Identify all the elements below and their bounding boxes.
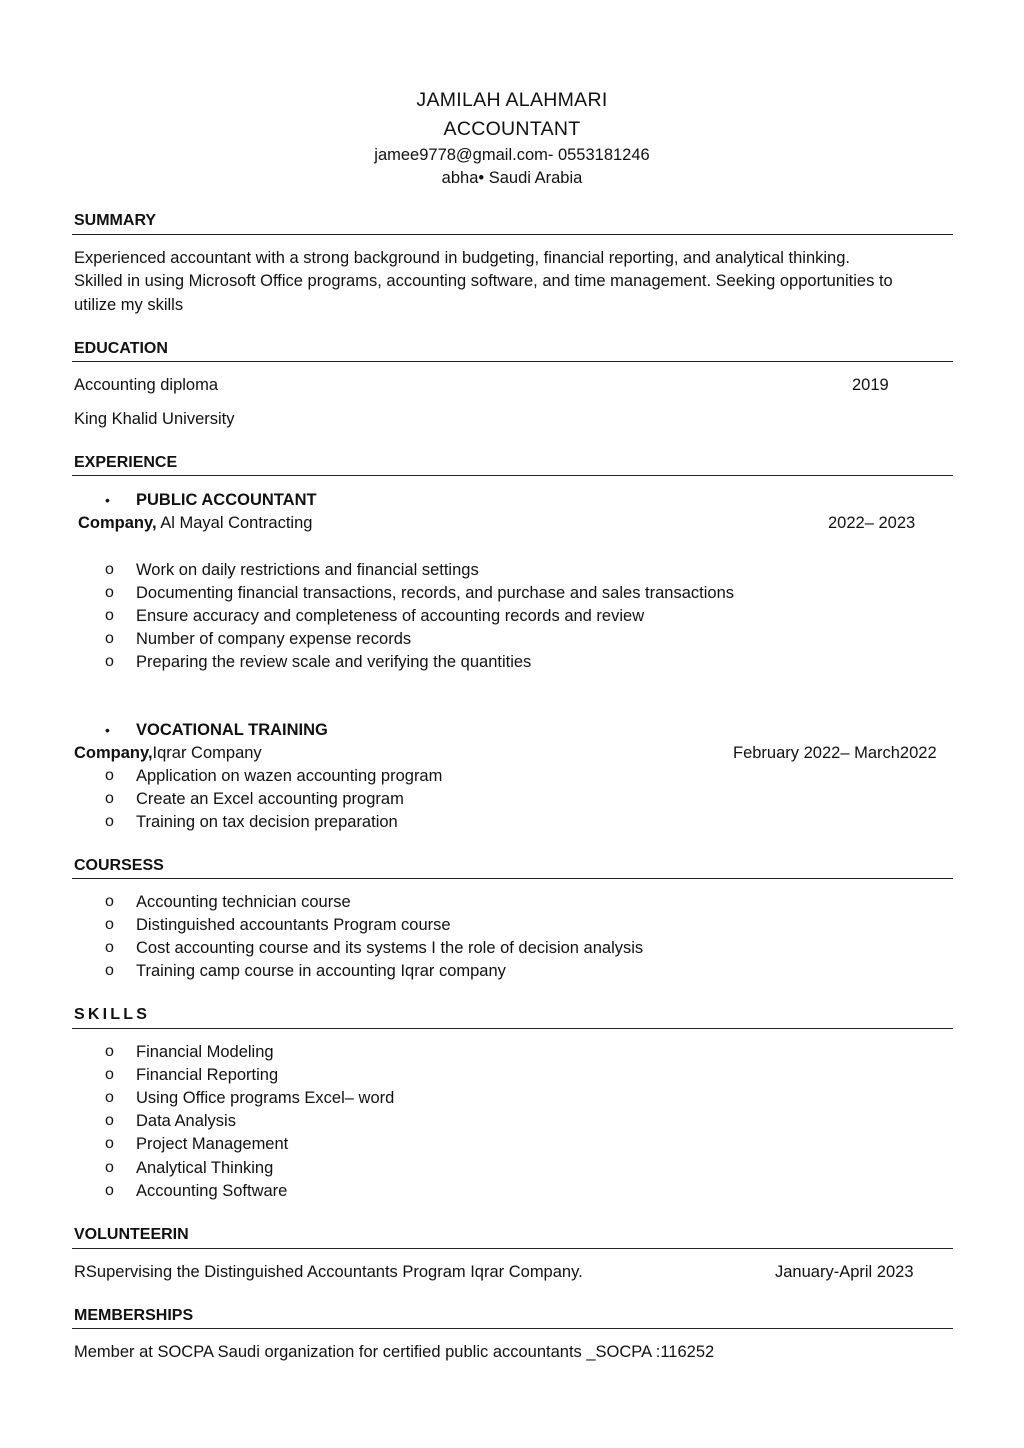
circle-bullet-icon: o — [105, 584, 114, 601]
job1-task: Number of company expense records — [136, 630, 412, 648]
circle-bullet-icon: o — [105, 767, 114, 784]
circle-bullet-icon: o — [105, 1135, 114, 1152]
experience-divider — [72, 475, 953, 476]
circle-bullet-icon: o — [105, 813, 114, 830]
course-item: Training camp course in accounting Iqrar company — [136, 962, 506, 980]
circle-bullet-icon: o — [105, 561, 114, 578]
circle-bullet-icon: o — [105, 1112, 114, 1129]
job-dates-2: February 2022– March2022 — [733, 744, 937, 762]
job-role-2: VOCATIONAL TRAINING — [136, 721, 328, 739]
course-item: Cost accounting course and its systems I the role of decision analysis — [136, 939, 644, 957]
summary-heading: SUMMARY — [74, 212, 157, 229]
job1-task: Preparing the review scale and verifying the quantities — [136, 653, 532, 671]
job-company-2 — [74, 743, 262, 763]
job-dates-1: 2022– 2023 — [828, 514, 916, 532]
education-school: King Khalid University — [74, 410, 235, 428]
course-item: Accounting technician course — [136, 893, 351, 911]
circle-bullet-icon: o — [105, 962, 114, 979]
job1-task: Work on daily restrictions and financial settings — [136, 561, 479, 579]
circle-bullet-icon: o — [105, 1159, 114, 1176]
circle-bullet-icon: o — [105, 1089, 114, 1106]
skill-item: Project Management — [136, 1135, 289, 1153]
volunteering-text: RSupervising the Distinguished Accountants Program Iqrar Company. — [74, 1263, 583, 1281]
summary-line-3: utilize my skills — [74, 296, 184, 314]
skill-item: Financial Reporting — [136, 1066, 279, 1084]
contact-info: jamee9778@gmail.com- 0553181246 — [374, 146, 650, 164]
bullet-icon: • — [105, 722, 110, 738]
bullet-icon: • — [105, 492, 110, 508]
courses-heading: COURSESS — [74, 857, 164, 874]
job1-task: Ensure accuracy and completeness of accounting records and review — [136, 607, 645, 625]
education-year: 2019 — [852, 376, 889, 394]
circle-bullet-icon: o — [105, 1066, 114, 1083]
skill-item: Data Analysis — [136, 1112, 236, 1130]
job2-task: Create an Excel accounting program — [136, 790, 404, 808]
education-heading: EDUCATION — [74, 340, 168, 357]
volunteering-heading: VOLUNTEERIN — [74, 1226, 189, 1243]
candidate-name: JAMILAH ALAHMARI — [416, 89, 608, 111]
circle-bullet-icon: o — [105, 653, 114, 670]
courses-divider — [72, 878, 953, 879]
circle-bullet-icon: o — [105, 607, 114, 624]
skills-heading: SKILLS — [74, 1006, 151, 1023]
summary-line-2: Skilled in using Microsoft Office programs, accounting software, and time management. Seeking opportunities to — [74, 272, 893, 290]
volunteering-dates: January-April 2023 — [775, 1263, 914, 1281]
circle-bullet-icon: o — [105, 916, 114, 933]
circle-bullet-icon: o — [105, 1043, 114, 1060]
job1-task: Documenting financial transactions, records, and purchase and sales transactions — [136, 584, 734, 602]
company-name: Iqrar Company — [152, 744, 262, 762]
circle-bullet-icon: o — [105, 790, 114, 807]
location: abha• Saudi Arabia — [441, 169, 583, 187]
circle-bullet-icon: o — [105, 939, 114, 956]
summary-divider — [72, 234, 953, 235]
circle-bullet-icon: o — [105, 1182, 114, 1199]
volunteering-divider — [72, 1248, 953, 1249]
circle-bullet-icon: o — [105, 630, 114, 647]
course-item: Distinguished accountants Program course — [136, 916, 451, 934]
membership-text: Member at SOCPA Saudi organization for certified public accountants _SOCPA :116252 — [74, 1343, 715, 1361]
company-name: Al Mayal Contracting — [156, 514, 313, 532]
skill-item: Financial Modeling — [136, 1043, 274, 1061]
job2-task: Training on tax decision preparation — [136, 813, 398, 831]
skill-item: Analytical Thinking — [136, 1159, 274, 1177]
memberships-heading: MEMBERSHIPS — [74, 1307, 194, 1324]
skill-item: Using Office programs Excel– word — [136, 1089, 395, 1107]
education-degree: Accounting diploma — [74, 376, 219, 394]
job-role-1: PUBLIC ACCOUNTANT — [136, 491, 317, 509]
experience-heading: EXPERIENCE — [74, 454, 178, 471]
skills-divider — [72, 1028, 953, 1029]
education-divider — [72, 361, 953, 362]
circle-bullet-icon: o — [105, 893, 114, 910]
job2-task: Application on wazen accounting program — [136, 767, 443, 785]
summary-line-1: Experienced accountant with a strong background in budgeting, financial reporting, and analytical thinking. — [74, 249, 850, 267]
company-label: Company, — [78, 514, 157, 532]
memberships-divider — [72, 1328, 953, 1329]
job-title: ACCOUNTANT — [443, 118, 581, 140]
company-label: Company, — [74, 744, 153, 762]
skill-item: Accounting Software — [136, 1182, 288, 1200]
job-company-1 — [78, 513, 312, 533]
